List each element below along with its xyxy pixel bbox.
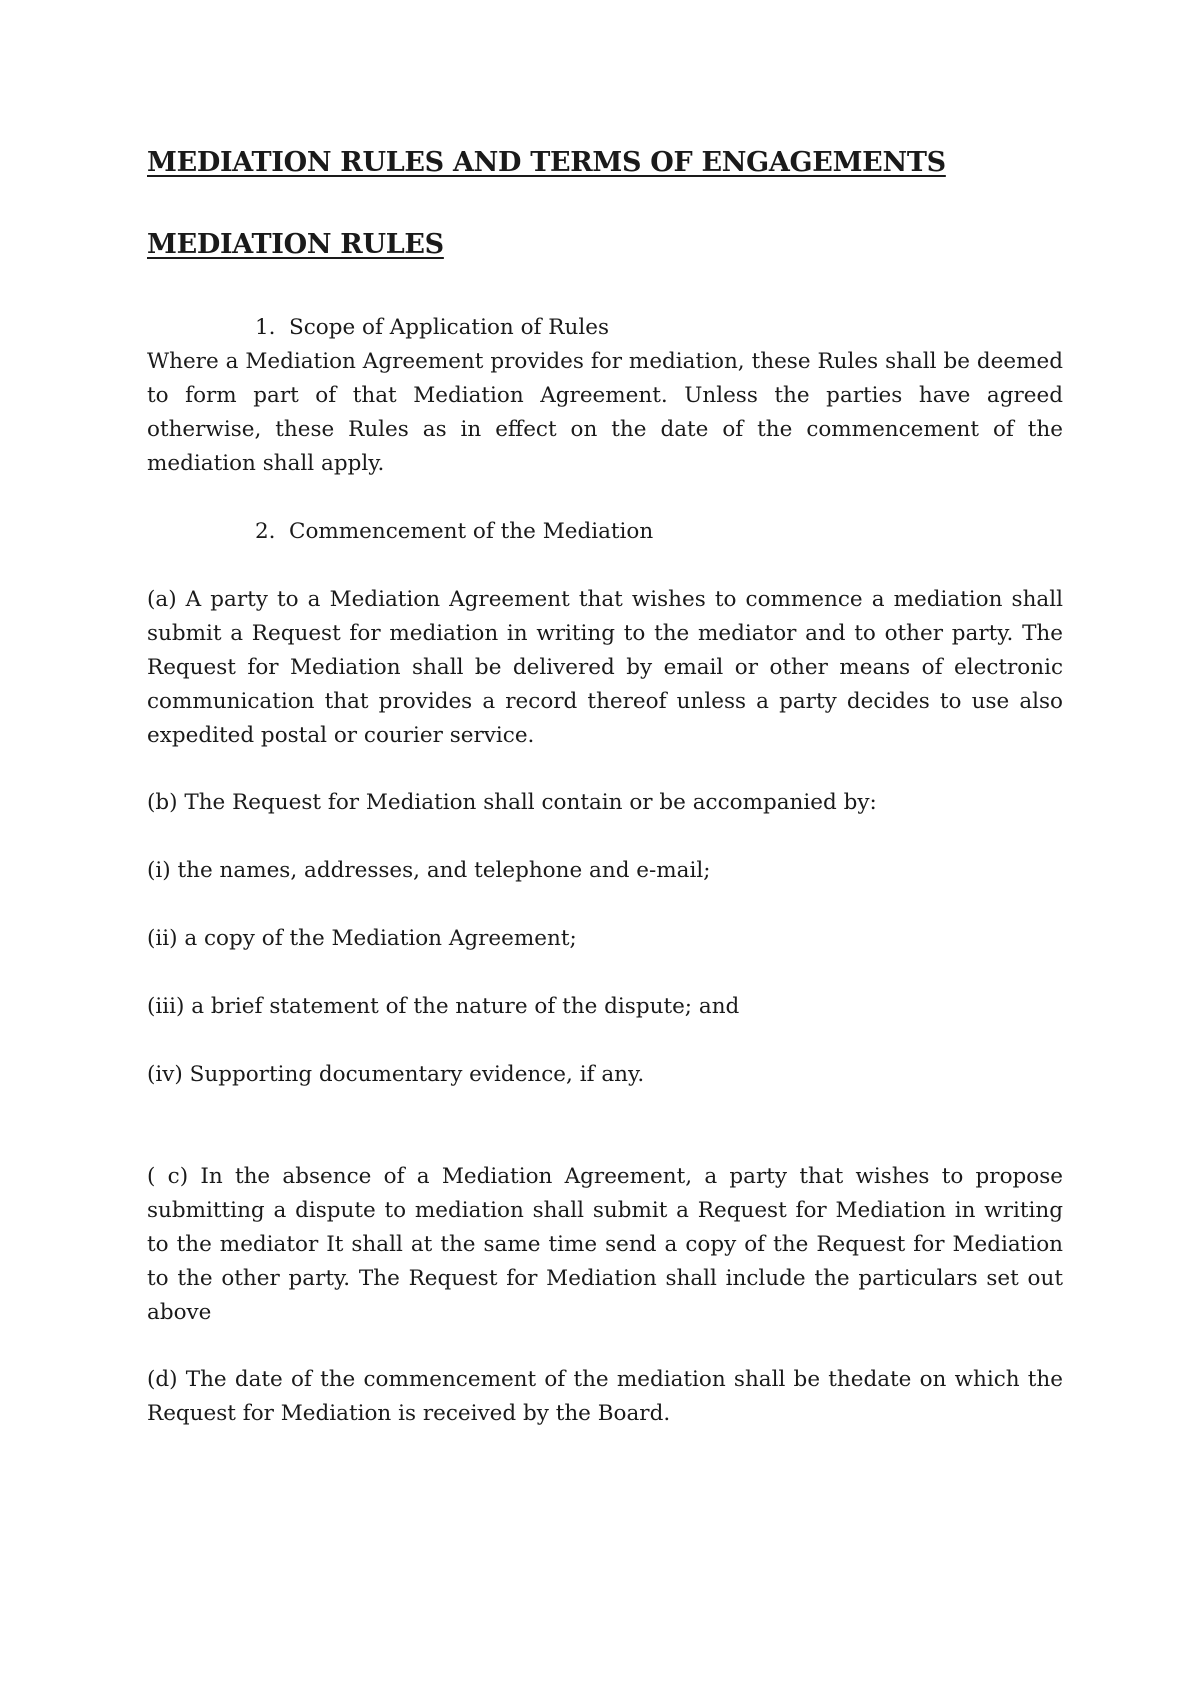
paragraph-c: ( c) In the absence of a Mediation Agreement, a party that wishes to propose submitting a dispute to mediation shall submit a Request for Mediation in writing to the mediator It shall at the same time send a copy of the Request for Mediation to the other party. The Request for Mediation shall include the particulars set out above [147, 1164, 1063, 1325]
paragraph-d: (d) The date of the commencement of the mediation shall be thedate on which the Request for Mediation is received by the Board. [147, 1367, 1063, 1426]
section-1-heading [255, 311, 609, 345]
list-item-iii: (iii) a brief statement of the nature of the dispute; and [147, 994, 740, 1019]
section-2-heading [255, 515, 653, 549]
section-2-number: 2. [255, 519, 276, 544]
list-item-iv: (iv) Supporting documentary evidence, if any. [147, 1062, 645, 1087]
document-subtitle: MEDIATION RULES [147, 229, 444, 260]
section-1-number: 1. [255, 315, 276, 340]
section-1-title: Scope of Application of Rules [289, 315, 609, 340]
paragraph-b: (b) The Request for Mediation shall contain or be accompanied by: [147, 790, 877, 815]
document-title: MEDIATION RULES AND TERMS OF ENGAGEMENTS [147, 147, 946, 178]
section-2-title: Commencement of the Mediation [289, 519, 654, 544]
list-item-ii: (ii) a copy of the Mediation Agreement; [147, 926, 577, 951]
section-1-text: Where a Mediation Agreement provides for mediation, these Rules shall be deemed to form part of that Mediation Agreement. Unless the parties have agreed otherwise, these Rules as in effect on the date of the commencement of the mediation shall apply. [147, 349, 1063, 476]
list-item-i: (i) the names, addresses, and telephone and e-mail; [147, 858, 711, 883]
paragraph-a: (a) A party to a Mediation Agreement that wishes to commence a mediation shall submit a Request for mediation in writing to the mediator and to other party. The Request for Mediation shall be delivered by email or other means of electronic communication that provides a record thereof unless a party decides to use also expedited postal or courier service. [147, 587, 1063, 748]
